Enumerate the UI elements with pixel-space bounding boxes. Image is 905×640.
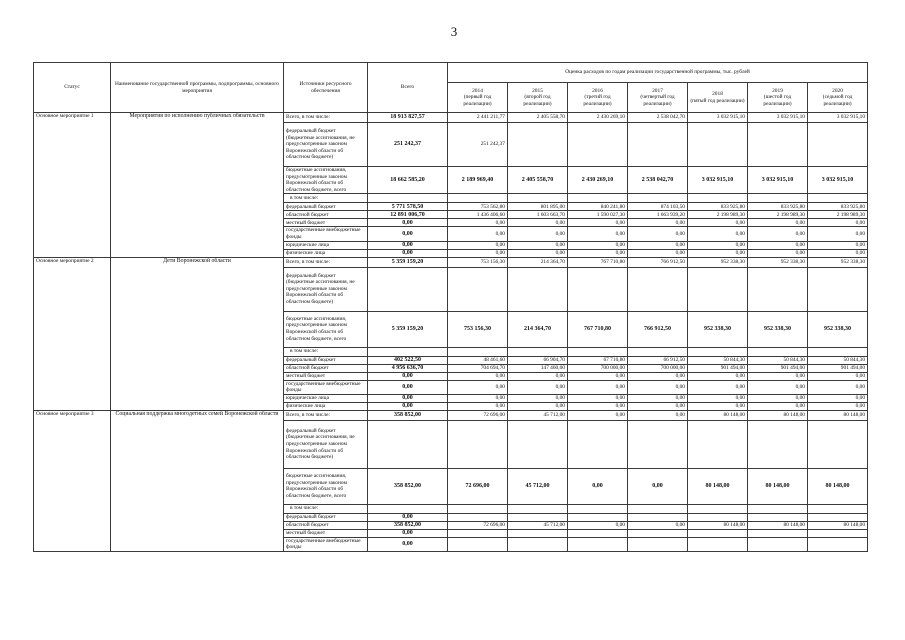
funding-source: федеральный бюджет (бюджетные ассигнования, не предусмотренные законом Воронежской области об областном бюджете): [284, 267, 368, 311]
year-value-2020: 952 338,30: [808, 311, 868, 347]
year-value-2018: 0,00: [688, 402, 748, 410]
measure-status: Основное мероприятие 1: [34, 113, 111, 258]
year-value-2017: 0,00: [628, 402, 688, 410]
year-value-2016: 2 430 269,10: [568, 113, 628, 123]
year-value-2019: 0,00: [748, 380, 808, 394]
year-value-2019: 2 198 989,30: [748, 211, 808, 219]
row-total: 18 913 827,57: [368, 113, 448, 123]
year-value-2018: [688, 123, 748, 167]
year-value-2016: 0,00: [568, 219, 628, 227]
year-value-2014: 0,00: [448, 402, 508, 410]
year-value-2015: 0,00: [508, 372, 568, 380]
year-value-2019: [748, 267, 808, 311]
row-total: 0,00: [368, 249, 448, 257]
year-value-2019: 80 148,00: [748, 521, 808, 529]
year-value-2019: 952 338,30: [748, 311, 808, 347]
year-value-2020: 0,00: [808, 241, 868, 249]
year-value-2019: [748, 420, 808, 468]
year-value-2016: [568, 513, 628, 521]
year-value-2017: 0,00: [628, 380, 688, 394]
year-value-2015: 0,00: [508, 380, 568, 394]
measure-name: Социальная поддержка многодетных семей Воронежской области: [111, 410, 284, 551]
year-value-2017: 0,00: [628, 521, 688, 529]
table-row: [34, 257, 868, 267]
year-value-2017: 0,00: [628, 249, 688, 257]
row-total: [368, 347, 448, 356]
row-total: 5 359 159,20: [368, 311, 448, 347]
year-value-2018: 0,00: [688, 227, 748, 241]
year-value-2015: [508, 123, 568, 167]
year-value-2015: 0,00: [508, 241, 568, 249]
year-value-2017: 0,00: [628, 372, 688, 380]
year-value-2015: 214 364,70: [508, 311, 568, 347]
row-total: 358 852,00: [368, 468, 448, 504]
row-total: [368, 420, 448, 468]
year-value-2016: 0,00: [568, 380, 628, 394]
header-status: Статус: [34, 63, 111, 113]
year-value-2016: [568, 347, 628, 356]
year-header-2017: [628, 83, 688, 113]
year-value-2017: 0,00: [628, 241, 688, 249]
year-value-2017: 0,00: [628, 227, 688, 241]
year-value-2014: 753 156,30: [448, 311, 508, 347]
funding-source: федеральный бюджет: [284, 513, 368, 521]
year-value-2015: 147 460,00: [508, 364, 568, 372]
year-value-2014: [448, 537, 508, 551]
year-value-2015: 0,00: [508, 402, 568, 410]
year-value-2018: [688, 529, 748, 537]
year-value-2018: 3 032 915,10: [688, 113, 748, 123]
table-row: [34, 113, 868, 123]
funding-source: местный бюджет: [284, 529, 368, 537]
year-value-2014: 0,00: [448, 380, 508, 394]
year-value-2016: [568, 194, 628, 203]
year-value-2016: [568, 537, 628, 551]
year-value-2014: [448, 529, 508, 537]
year-value-2018: 952 338,30: [688, 257, 748, 267]
year-value-2017: 0,00: [628, 410, 688, 420]
funding-source: физические лица: [284, 249, 368, 257]
year-value-2019: [748, 123, 808, 167]
row-total: [368, 267, 448, 311]
row-total: 251 242,37: [368, 123, 448, 167]
year-value-2020: [808, 537, 868, 551]
year-value-2017: [628, 267, 688, 311]
measure-status: Основное мероприятие 3: [34, 410, 111, 551]
year-value-2015: 1 603 663,70: [508, 211, 568, 219]
year-value-2020: 833 925,80: [808, 203, 868, 211]
year-value-2014: 0,00: [448, 241, 508, 249]
funding-source: юридические лица: [284, 241, 368, 249]
funding-source: федеральный бюджет (бюджетные ассигнования, не предусмотренные законом Воронежской области об областном бюджете): [284, 420, 368, 468]
year-label: 2020: [832, 87, 843, 94]
funding-source: местный бюджет: [284, 372, 368, 380]
year-value-2017: [628, 529, 688, 537]
year-value-2016: 767 710,80: [568, 257, 628, 267]
year-header-2016: [568, 83, 628, 113]
year-value-2019: 952 338,30: [748, 257, 808, 267]
year-description: (третий год реализации): [583, 94, 612, 107]
row-total: 402 522,50: [368, 356, 448, 364]
funding-source: Всего, в том числе:: [284, 113, 368, 123]
year-value-2020: 50 844,30: [808, 356, 868, 364]
row-total: 0,00: [368, 241, 448, 249]
year-value-2019: 3 032 915,10: [748, 167, 808, 194]
year-value-2016: 1 590 027,30: [568, 211, 628, 219]
year-value-2020: [808, 529, 868, 537]
year-value-2017: 766 912,50: [628, 311, 688, 347]
year-value-2015: [508, 347, 568, 356]
year-label: 2015: [532, 87, 543, 94]
funding-source: государственные внебюджетные фонды: [284, 227, 368, 241]
year-description: (второй год реализации): [523, 94, 552, 107]
year-value-2014: 704 694,70: [448, 364, 508, 372]
year-value-2020: [808, 194, 868, 203]
year-value-2020: 952 338,30: [808, 257, 868, 267]
funding-source: бюджетные ассигнования, предусмотренные законом Воронежской области об областном бюджете, всего: [284, 468, 368, 504]
year-value-2020: 0,00: [808, 249, 868, 257]
year-value-2014: 753 562,80: [448, 203, 508, 211]
funding-source: государственные внебюджетные фонды: [284, 537, 368, 551]
year-header-2020: [808, 83, 868, 113]
row-total: 5 359 159,20: [368, 257, 448, 267]
row-total: 0,00: [368, 219, 448, 227]
year-value-2017: [628, 347, 688, 356]
year-value-2019: 833 925,80: [748, 203, 808, 211]
year-value-2017: [628, 537, 688, 551]
year-value-2014: 72 696,00: [448, 521, 508, 529]
year-value-2017: [628, 420, 688, 468]
year-value-2019: 0,00: [748, 372, 808, 380]
year-value-2017: [628, 123, 688, 167]
year-value-2016: 840 241,80: [568, 203, 628, 211]
header-estimate: Оценка расходов по годам реализации государственной программы, тыс. рублей: [448, 63, 868, 83]
funding-source: Всего, в том числе:: [284, 410, 368, 420]
page-number: 3: [450, 24, 458, 39]
year-value-2017: [628, 513, 688, 521]
year-value-2016: 0,00: [568, 402, 628, 410]
year-value-2019: [748, 529, 808, 537]
row-total: 0,00: [368, 372, 448, 380]
row-total: 358 852,00: [368, 410, 448, 420]
row-total: 0,00: [368, 227, 448, 241]
year-value-2020: [808, 420, 868, 468]
year-value-2019: 50 844,30: [748, 356, 808, 364]
year-value-2015: 214 364,70: [508, 257, 568, 267]
year-value-2018: 0,00: [688, 241, 748, 249]
year-value-2018: 80 148,00: [688, 468, 748, 504]
year-value-2014: 2 441 211,77: [448, 113, 508, 123]
year-value-2019: 0,00: [748, 241, 808, 249]
year-value-2016: [568, 504, 628, 513]
year-value-2014: 2 189 969,40: [448, 167, 508, 194]
year-value-2019: [748, 513, 808, 521]
year-value-2015: [508, 529, 568, 537]
year-value-2019: 0,00: [748, 219, 808, 227]
year-value-2016: 0,00: [568, 468, 628, 504]
year-value-2014: [448, 267, 508, 311]
row-total: 12 891 006,70: [368, 211, 448, 219]
year-description: (четвертый год реализации): [640, 94, 675, 107]
year-value-2017: 0,00: [628, 468, 688, 504]
year-value-2019: 80 148,00: [748, 468, 808, 504]
row-total: 0,00: [368, 402, 448, 410]
year-value-2018: [688, 267, 748, 311]
row-total: [368, 504, 448, 513]
year-value-2014: 72 696,00: [448, 468, 508, 504]
year-value-2018: 50 844,30: [688, 356, 748, 364]
year-value-2020: 0,00: [808, 394, 868, 402]
year-value-2015: 0,00: [508, 227, 568, 241]
year-value-2015: 45 712,00: [508, 521, 568, 529]
budget-table: [33, 62, 868, 552]
year-value-2016: [568, 529, 628, 537]
year-value-2015: 0,00: [508, 394, 568, 402]
row-total: 0,00: [368, 537, 448, 551]
year-value-2014: 753 156,30: [448, 257, 508, 267]
year-label: 2014: [472, 87, 483, 94]
year-header-2018: [688, 83, 748, 113]
header-source: Источники ресурсного обеспечения: [284, 63, 368, 113]
year-value-2020: 2 198 989,30: [808, 211, 868, 219]
year-description: (первый год реализации): [463, 94, 492, 107]
funding-source: в том числе:: [284, 504, 368, 513]
year-value-2015: [508, 513, 568, 521]
year-value-2019: 0,00: [748, 402, 808, 410]
year-value-2019: [748, 504, 808, 513]
measure-status: Основное мероприятие 2: [34, 257, 111, 410]
year-value-2017: 0,00: [628, 219, 688, 227]
year-value-2017: 766 912,50: [628, 257, 688, 267]
year-value-2014: 0,00: [448, 227, 508, 241]
year-value-2019: [748, 537, 808, 551]
year-value-2016: 0,00: [568, 241, 628, 249]
year-description: (седьмой год реализации): [822, 94, 853, 107]
year-value-2015: [508, 194, 568, 203]
header-name: Наименование государственной программы, подпрограммы, основного мероприятия: [111, 63, 284, 113]
year-value-2016: 0,00: [568, 394, 628, 402]
funding-source: в том числе:: [284, 194, 368, 203]
year-description: (шестой год реализации): [763, 94, 792, 107]
year-value-2014: 0,00: [448, 394, 508, 402]
row-total: 0,00: [368, 513, 448, 521]
year-value-2014: 72 696,00: [448, 410, 508, 420]
year-value-2015: 45 712,00: [508, 468, 568, 504]
year-value-2015: 66 904,70: [508, 356, 568, 364]
year-value-2017: [628, 194, 688, 203]
year-label: 2019: [772, 87, 783, 94]
row-total: 4 956 636,70: [368, 364, 448, 372]
funding-source: бюджетные ассигнования, предусмотренные законом Воронежской области об областном бюджете, всего: [284, 167, 368, 194]
year-value-2018: 0,00: [688, 219, 748, 227]
year-value-2016: 0,00: [568, 372, 628, 380]
row-total: 0,00: [368, 529, 448, 537]
year-value-2014: 0,00: [448, 219, 508, 227]
year-value-2018: 2 198 989,30: [688, 211, 748, 219]
year-value-2014: [448, 420, 508, 468]
year-value-2020: 0,00: [808, 402, 868, 410]
funding-source: федеральный бюджет (бюджетные ассигнования, не предусмотренные законом Воронежской области об областном бюджете): [284, 123, 368, 167]
year-value-2016: 0,00: [568, 410, 628, 420]
year-value-2018: [688, 194, 748, 203]
year-value-2016: 67 710,80: [568, 356, 628, 364]
year-label: 2018: [712, 90, 723, 97]
year-value-2016: 700 000,00: [568, 364, 628, 372]
header-total: Всего: [368, 63, 448, 113]
year-value-2015: 2 405 558,70: [508, 113, 568, 123]
year-value-2020: 80 148,00: [808, 410, 868, 420]
year-value-2019: [748, 194, 808, 203]
funding-source: бюджетные ассигнования, предусмотренные законом Воронежской области об областном бюджете, всего: [284, 311, 368, 347]
year-value-2019: 901 494,00: [748, 364, 808, 372]
year-value-2020: 0,00: [808, 227, 868, 241]
year-value-2019: 0,00: [748, 227, 808, 241]
row-total: 358 852,00: [368, 521, 448, 529]
year-value-2016: 767 710,80: [568, 311, 628, 347]
year-value-2020: 0,00: [808, 380, 868, 394]
measure-name: Мероприятия по исполнению публичных обязательств: [111, 113, 284, 258]
year-value-2014: 48 461,60: [448, 356, 508, 364]
year-value-2018: [688, 420, 748, 468]
year-value-2017: 0,00: [628, 394, 688, 402]
year-value-2014: 0,00: [448, 372, 508, 380]
year-value-2020: 3 032 915,10: [808, 113, 868, 123]
year-value-2020: 0,00: [808, 219, 868, 227]
funding-source: государственные внебюджетные фонды: [284, 380, 368, 394]
year-header-2015: [508, 83, 568, 113]
funding-source: федеральный бюджет: [284, 203, 368, 211]
year-value-2015: 801 895,00: [508, 203, 568, 211]
year-value-2014: [448, 504, 508, 513]
row-total: 5 771 578,50: [368, 203, 448, 211]
funding-source: областной бюджет: [284, 364, 368, 372]
row-total: [368, 194, 448, 203]
year-value-2018: [688, 504, 748, 513]
year-value-2019: 0,00: [748, 394, 808, 402]
year-value-2018: 0,00: [688, 249, 748, 257]
year-value-2016: [568, 123, 628, 167]
year-value-2017: 2 538 042,70: [628, 113, 688, 123]
year-label: 2017: [652, 87, 663, 94]
year-value-2020: [808, 123, 868, 167]
funding-source: юридические лица: [284, 394, 368, 402]
year-value-2016: [568, 420, 628, 468]
year-value-2016: 2 430 269,10: [568, 167, 628, 194]
year-value-2020: 3 032 915,10: [808, 167, 868, 194]
year-value-2017: 2 538 042,70: [628, 167, 688, 194]
funding-source: областной бюджет: [284, 521, 368, 529]
year-value-2017: 700 000,00: [628, 364, 688, 372]
funding-source: местный бюджет: [284, 219, 368, 227]
year-value-2018: [688, 537, 748, 551]
year-value-2014: 0,00: [448, 249, 508, 257]
table-body: [34, 113, 868, 552]
row-total: 0,00: [368, 394, 448, 402]
year-value-2018: 80 148,00: [688, 410, 748, 420]
year-value-2020: 80 148,00: [808, 468, 868, 504]
year-value-2020: [808, 267, 868, 311]
table-row: [34, 410, 868, 420]
year-value-2016: [568, 267, 628, 311]
year-value-2015: 0,00: [508, 249, 568, 257]
year-value-2019: 80 148,00: [748, 410, 808, 420]
year-value-2017: 1 663 939,20: [628, 211, 688, 219]
year-value-2020: [808, 347, 868, 356]
year-value-2020: [808, 513, 868, 521]
year-value-2014: [448, 194, 508, 203]
year-value-2017: 66 912,50: [628, 356, 688, 364]
year-value-2017: [628, 504, 688, 513]
year-value-2016: 0,00: [568, 521, 628, 529]
year-value-2014: 1 436 406,60: [448, 211, 508, 219]
year-value-2018: [688, 513, 748, 521]
year-value-2018: [688, 347, 748, 356]
year-value-2020: 0,00: [808, 372, 868, 380]
year-value-2018: 0,00: [688, 380, 748, 394]
year-value-2018: 0,00: [688, 394, 748, 402]
funding-source: Всего, в том числе:: [284, 257, 368, 267]
year-value-2017: 874 103,50: [628, 203, 688, 211]
funding-source: в том числе:: [284, 347, 368, 356]
year-description: (пятый год реализации): [690, 97, 745, 104]
year-value-2018: 80 148,00: [688, 521, 748, 529]
year-value-2015: [508, 504, 568, 513]
year-value-2015: [508, 267, 568, 311]
row-total: 0,00: [368, 380, 448, 394]
year-value-2015: [508, 537, 568, 551]
year-value-2014: [448, 347, 508, 356]
year-value-2015: 45 712,00: [508, 410, 568, 420]
year-value-2018: 833 925,80: [688, 203, 748, 211]
year-value-2015: 0,00: [508, 219, 568, 227]
year-value-2020: 80 148,00: [808, 521, 868, 529]
year-value-2018: 3 032 915,10: [688, 167, 748, 194]
year-value-2015: [508, 420, 568, 468]
year-value-2014: 251 242,37: [448, 123, 508, 167]
year-value-2014: [448, 513, 508, 521]
row-total: 18 662 585,20: [368, 167, 448, 194]
year-label: 2016: [592, 87, 603, 94]
year-value-2018: 901 494,00: [688, 364, 748, 372]
year-value-2015: 2 405 558,70: [508, 167, 568, 194]
year-value-2019: 3 032 915,10: [748, 113, 808, 123]
funding-source: областной бюджет: [284, 211, 368, 219]
funding-source: федеральный бюджет: [284, 356, 368, 364]
year-value-2018: 0,00: [688, 372, 748, 380]
year-value-2016: 0,00: [568, 249, 628, 257]
year-value-2018: 952 338,30: [688, 311, 748, 347]
year-value-2020: [808, 504, 868, 513]
year-value-2020: 901 494,00: [808, 364, 868, 372]
year-value-2016: 0,00: [568, 227, 628, 241]
measure-name: Дети Воронежской области: [111, 257, 284, 410]
funding-source: физические лица: [284, 402, 368, 410]
year-value-2019: 0,00: [748, 249, 808, 257]
year-value-2019: [748, 347, 808, 356]
year-header-2014: [448, 83, 508, 113]
year-header-2019: [748, 83, 808, 113]
